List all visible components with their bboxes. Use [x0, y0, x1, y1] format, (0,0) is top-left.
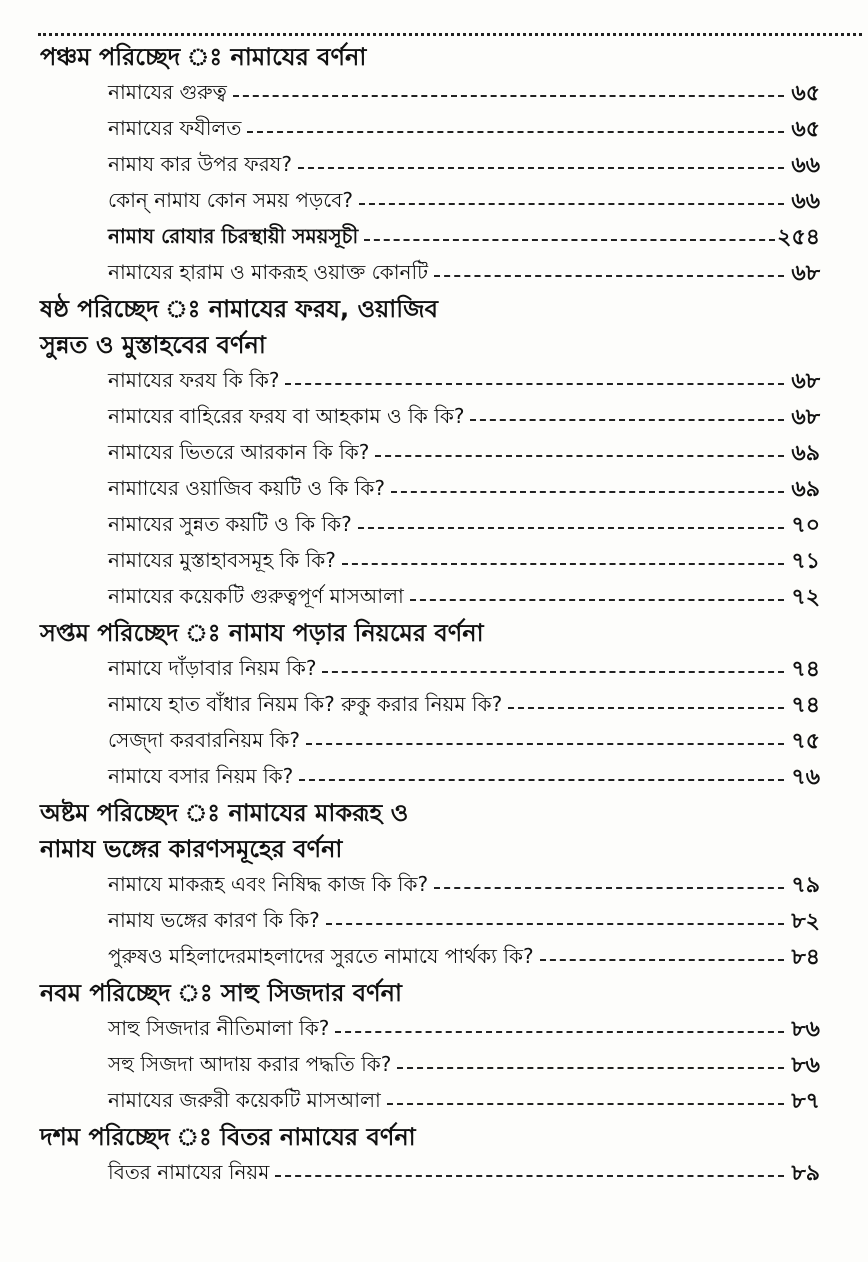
toc-entry-page-number: ৬৫ — [791, 116, 820, 142]
dotted-top-rule — [38, 33, 862, 36]
toc-entry-page-number: ৬৮ — [791, 404, 820, 430]
chapter-heading — [40, 616, 830, 652]
dashed-leader — [285, 383, 784, 385]
toc-entry — [108, 436, 820, 472]
toc-entry — [108, 868, 820, 904]
toc-entry-page-number: ৮৯ — [791, 1160, 820, 1186]
toc-entry-title: নামাযে বসার নিয়ম কি? — [108, 763, 294, 788]
dashed-leader — [306, 743, 784, 745]
toc-entry — [108, 508, 820, 544]
toc-entry-title: নামাযে দাঁড়াবার নিয়ম কি? — [108, 655, 317, 680]
chapter-heading-line: নামায ভঙ্গের কারণসমূহের বর্ণনা — [40, 835, 343, 863]
toc-entry-page-number: ৭৫ — [791, 728, 820, 754]
dashed-leader — [233, 95, 784, 97]
toc-entry-title: নামাযের জরুরী কয়েকটি মাসআলা — [108, 1087, 381, 1112]
toc-entry-page-number: ৮৬ — [791, 1052, 820, 1078]
toc-entry-page-number: ৭২ — [791, 584, 820, 610]
dashed-leader — [375, 455, 784, 457]
toc-entry-title: নামাযের মুস্তাহাবসমূহ কি কি? — [108, 547, 336, 572]
dashed-leader — [247, 131, 784, 133]
dashed-leader — [434, 887, 784, 889]
toc-entry — [108, 400, 820, 436]
dashed-leader — [364, 239, 775, 241]
dashed-leader — [342, 563, 784, 565]
chapter-heading-line: সপ্তম পরিচ্ছেদ ঃ নামায পড়ার নিয়মের বর্ণনা — [40, 619, 484, 647]
toc-entry — [108, 760, 820, 796]
toc-entry — [108, 580, 820, 616]
toc-entry — [108, 904, 820, 940]
toc-entry-title: নামাযের সুন্নত কয়টি ও কি কি? — [108, 511, 352, 536]
toc-entry-page-number: ৭০ — [791, 512, 820, 538]
dashed-leader — [434, 275, 784, 277]
toc-entry-title: নামাযের কয়েকটি গুরুত্বপূর্ণ মাসআলা — [108, 583, 404, 608]
toc-entry — [108, 148, 820, 184]
toc-entry-page-number: ৬৮ — [791, 260, 820, 286]
toc-entry-title: বিতর নামাযের নিয়ম — [108, 1159, 270, 1184]
toc-entry-page-number: ৮৭ — [791, 1088, 820, 1114]
chapter-heading — [40, 1120, 830, 1156]
toc-entry — [108, 76, 820, 112]
toc-entry — [108, 256, 820, 292]
toc-entry-page-number: ৭৬ — [791, 764, 820, 790]
dashed-leader — [410, 599, 784, 601]
toc-entry — [108, 940, 820, 976]
toc-entry-title: নামাযে মাকরূহ এবং নিষিদ্ধ কাজ কি কি? — [108, 871, 429, 896]
dashed-leader — [299, 779, 784, 781]
dashed-leader — [508, 707, 784, 709]
toc-entry-page-number: ৮২ — [791, 908, 820, 934]
toc-entry-title: নামায রোযার চিরস্থায়ী সময়সূচী — [108, 223, 359, 248]
toc-entry — [108, 1048, 820, 1084]
toc-entry-title: নামাযের ফযীলত — [108, 115, 242, 140]
chapter-heading — [40, 292, 830, 364]
toc-entry — [108, 364, 820, 400]
toc-entry-page-number: ৬৮ — [791, 368, 820, 394]
toc-entry-title: নামাযের বাহিরের ফরয বা আহকাম ও কি কি? — [108, 403, 465, 428]
dashed-leader — [391, 491, 784, 493]
chapter-heading-line: নবম পরিচ্ছেদ ঃ সাহু সিজদার বর্ণনা — [40, 979, 402, 1007]
toc-entry — [108, 1012, 820, 1048]
toc-entry — [108, 1156, 820, 1192]
toc-entry — [108, 544, 820, 580]
toc-entry — [108, 184, 820, 220]
toc-entry-title: নামায ভঙ্গের কারণ কি কি? — [108, 907, 320, 932]
toc-entry-title: নামায কার উপর ফরয? — [108, 151, 292, 176]
toc-entry-page-number: ৬৯ — [791, 440, 820, 466]
chapter-heading-line: পঞ্চম পরিচ্ছেদ ঃ নামাযের বর্ণনা — [40, 43, 367, 71]
toc-entry-title: কোন্ নামায কোন সময় পড়বে? — [108, 187, 354, 212]
toc-entry-page-number: ৭৪ — [791, 656, 820, 682]
dashed-leader — [326, 923, 784, 925]
dashed-leader — [335, 1031, 784, 1033]
chapter-heading-line: ষষ্ঠ পরিচ্ছেদ ঃ নামাযের ফরয, ওয়াজিব — [40, 295, 438, 323]
toc-entry-page-number: ৬৫ — [791, 80, 820, 106]
toc-entry-page-number: ৭৯ — [791, 872, 820, 898]
dashed-leader — [540, 959, 784, 961]
toc-entry — [108, 724, 820, 760]
table-of-contents — [0, 40, 868, 1192]
dashed-leader — [470, 419, 784, 421]
toc-entry-title: সহু সিজদা আদায় করার পদ্ধতি কি? — [108, 1051, 392, 1076]
toc-entry-page-number: ৬৬ — [791, 188, 820, 214]
dashed-leader — [275, 1175, 784, 1177]
dashed-leader — [359, 203, 784, 205]
toc-entry — [108, 220, 820, 256]
toc-entry-title: নামাযের ফরয কি কি? — [108, 367, 280, 392]
toc-entry-page-number: ৭১ — [791, 548, 820, 574]
toc-entry — [108, 472, 820, 508]
toc-entry-title: সেজ্দা করবারনিয়ম কি? — [108, 727, 301, 752]
toc-entry-title: নামাযে হাত বাঁধার নিয়ম কি? রুকু করার নিয়ম কি? — [108, 691, 503, 716]
dashed-leader — [298, 167, 784, 169]
toc-entry — [108, 1084, 820, 1120]
toc-entry-title: নামাযের হারাম ও মাকরূহ ওয়াক্ত কোনটি — [108, 259, 429, 284]
dashed-leader — [322, 671, 784, 673]
toc-entry-page-number: ২৫৪ — [777, 224, 820, 250]
chapter-heading-line: সুন্নত ও মুস্তাহবের বর্ণনা — [40, 331, 266, 359]
toc-entry-title: সাহু সিজদার নীতিমালা কি? — [108, 1015, 330, 1040]
dashed-leader — [387, 1103, 784, 1105]
toc-entry — [108, 652, 820, 688]
dashed-leader — [358, 527, 784, 529]
chapter-heading — [40, 976, 830, 1012]
chapter-heading — [40, 796, 830, 868]
toc-entry-page-number: ৬৯ — [791, 476, 820, 502]
toc-entry-page-number: ৮৪ — [791, 944, 820, 970]
toc-entry-page-number: ৮৬ — [791, 1016, 820, 1042]
chapter-heading-line: অষ্টম পরিচ্ছেদ ঃ নামাযের মাকরূহ ও — [40, 799, 409, 827]
toc-entry — [108, 688, 820, 724]
toc-entry — [108, 112, 820, 148]
chapter-heading — [40, 40, 830, 76]
toc-entry-page-number: ৬৬ — [791, 152, 820, 178]
toc-entry-title: নামাযের গুরুত্ব — [108, 79, 227, 104]
dashed-leader — [397, 1067, 784, 1069]
toc-entry-title: নামাযের ভিতরে আরকান কি কি? — [108, 439, 370, 464]
chapter-heading-line: দশম পরিচ্ছেদ ঃ বিতর নামাযের বর্ণনা — [40, 1123, 416, 1151]
toc-entry-title: নামাাযের ওয়াজিব কয়টি ও কি কি? — [108, 475, 385, 500]
toc-entry-page-number: ৭৪ — [791, 692, 820, 718]
toc-entry-title: পুরুষও মহিলাদেরমাহলাদের সুরতে নামাযে পার্থক্য কি? — [108, 943, 534, 968]
